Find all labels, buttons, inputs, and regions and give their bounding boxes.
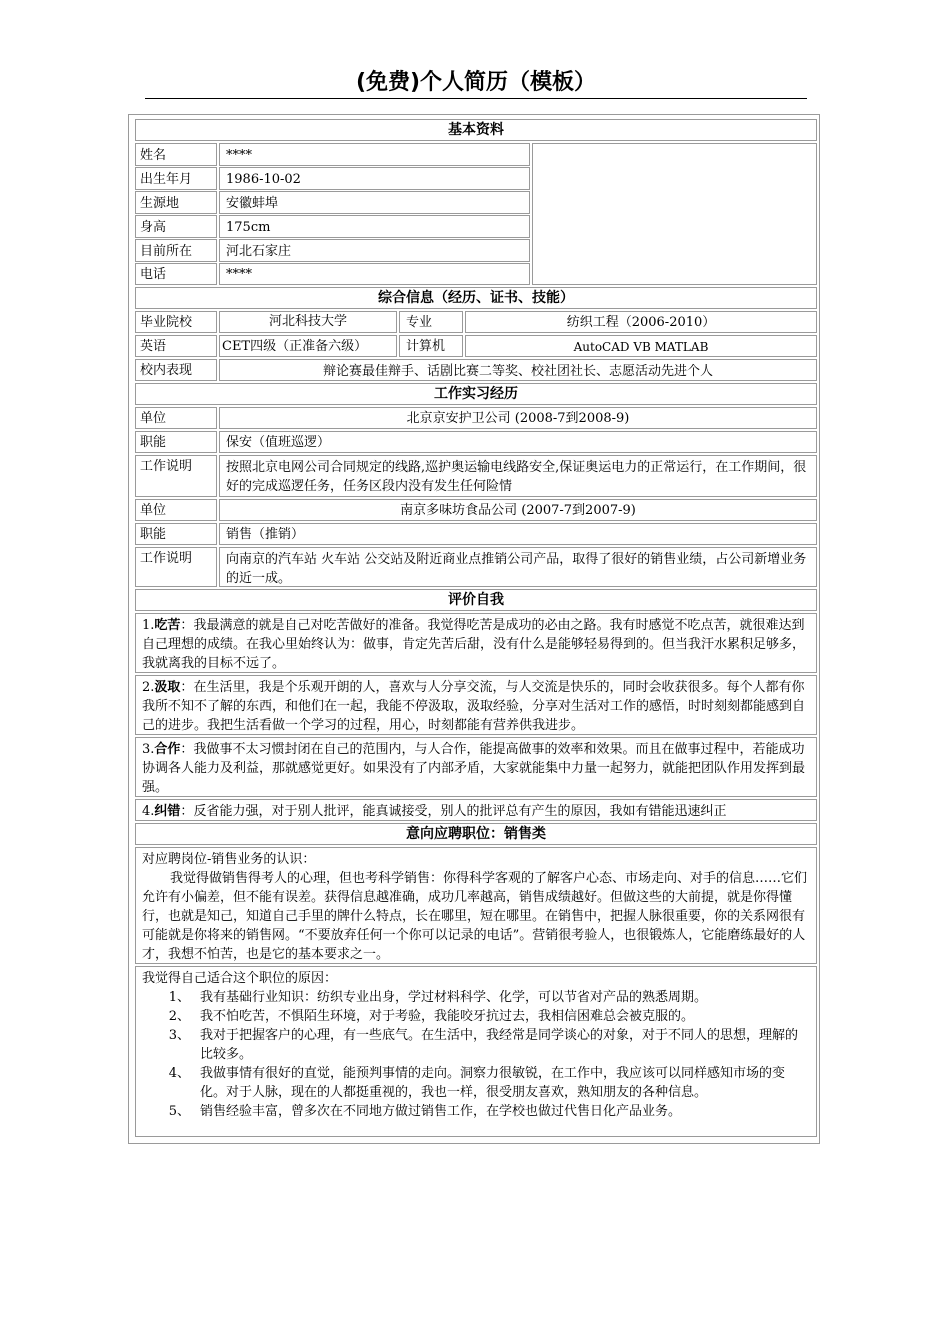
self-item-colon: ： [180, 804, 194, 819]
reason-text: 我有基础行业知识：纺织专业出身，学过材料科学、化学，可以节省对产品的熟悉周期。 [200, 990, 708, 1005]
basic-label-height: 身高 [135, 215, 217, 238]
section-target-header: 意向应聘职位：销售类 [135, 823, 817, 845]
reason-num: 3、 [168, 1028, 190, 1043]
reason-text: 销售经验丰富，曾多次在不同地方做过销售工作，在学校也做过代售日化产品业务。 [200, 1104, 682, 1119]
reason-text: 我做事情有很好的直觉，能预判事情的走向。洞察力很敏锐，在工作中，我应该可以同样感知市场的变化。对于人脉，现在的人都挺重视的，我也一样，很受朋友喜欢，熟知朋友的各种信息。 [200, 1066, 786, 1100]
basic-value-phone: **** [219, 263, 530, 285]
job2-role-label: 职能 [135, 523, 217, 545]
target-reasons-title: 我觉得自己适合这个职位的原因： [142, 971, 338, 986]
reason-num: 1、 [168, 990, 190, 1005]
self-item-key: 吃苦 [154, 618, 181, 633]
self-item-key: 汲取 [154, 680, 181, 695]
reason-item-1 [142, 988, 810, 1007]
title-underline [145, 98, 807, 99]
section-general-header: 综合信息（经历、证书、技能） [135, 287, 817, 309]
general-value-campus: 辩论赛最佳辩手、话剧比赛二等奖、校社团社长、志愿活动先进个人 [219, 359, 817, 381]
general-value-school: 河北科技大学 [219, 311, 397, 333]
section-work-header: 工作实习经历 [135, 383, 817, 405]
job1-desc: 按照北京电网公司合同规定的线路,巡护奥运输电线路安全,保证奥运电力的正常运行，在工作期间，很好的完成巡逻任务，任务区段内没有发生任何险情 [219, 455, 817, 497]
basic-value-birth: 1986-10-02 [219, 167, 530, 190]
general-label-major: 专业 [399, 311, 463, 333]
self-item-colon: ： [180, 680, 194, 695]
self-item-4 [135, 799, 817, 821]
reason-item-3 [142, 1026, 810, 1064]
self-item-text: 我做事不太习惯封闭在自己的范围内，与人合作，能提高做事的效率和效果。而且在做事过程中，若能成功协调各人能力及利益，那就感觉更好。如果没有了内部矛盾，大家就能集中力量一起努力，就能把团队作用发挥到最强。 [142, 742, 806, 795]
self-item-text: 我最满意的就是自己对吃苦做好的准备。我觉得吃苦是成功的必由之路。我有时感觉不吃点苦，就很难达到自己理想的成绩。在我心里始终认为：做事，肯定先苦后甜，没有什么是能够轻易得到的。但当我汗水累积足够多，我就离我的目标不远了。 [142, 618, 806, 671]
basic-value-height: 175cm [219, 215, 530, 238]
self-item-num: 2. [142, 680, 155, 695]
job1-role-label: 职能 [135, 431, 217, 453]
target-reasons [135, 966, 817, 1137]
self-item-colon: ： [180, 618, 194, 633]
job1-unit-label: 单位 [135, 407, 217, 429]
self-item-3 [135, 737, 817, 797]
basic-value-origin: 安徽蚌埠 [219, 191, 530, 214]
section-basic-header: 基本资料 [135, 119, 817, 141]
job2-desc: 向南京的汽车站 火车站 公交站及附近商业点推销公司产品，取得了很好的销售业绩，占公司新增业务的近一成。 [219, 547, 817, 587]
general-label-school: 毕业院校 [135, 311, 217, 333]
general-label-english: 英语 [135, 335, 217, 357]
job1-unit: 北京京安护卫公司 (2008-7到2008-9) [219, 407, 817, 429]
self-item-colon: ： [180, 742, 194, 757]
general-value-computer: AutoCAD VB MATLAB [465, 335, 817, 357]
basic-label-birth: 出生年月 [135, 167, 217, 190]
self-item-key: 合作 [154, 742, 181, 757]
section-self-header: 评价自我 [135, 589, 817, 611]
basic-label-location: 目前所在 [135, 239, 217, 262]
reason-item-2 [142, 1007, 810, 1026]
job1-desc-label: 工作说明 [135, 455, 217, 497]
reason-item-4 [142, 1064, 810, 1102]
self-item-num: 3. [142, 742, 155, 757]
job2-unit-label: 单位 [135, 499, 217, 521]
page-title: (免费)个人简历（模板） [355, 70, 597, 95]
target-intro [135, 847, 817, 964]
reason-num: 4、 [168, 1066, 190, 1081]
general-value-english: CET四级（正准备六级） [219, 335, 397, 357]
self-item-key: 纠错 [154, 804, 181, 819]
job2-unit: 南京多味坊食品公司 (2007-7到2007-9) [219, 499, 817, 521]
reason-num: 2、 [168, 1009, 190, 1024]
general-label-computer: 计算机 [399, 335, 463, 357]
target-intro-text: 我觉得做销售得考人的心理，但也考科学销售：你得科学客观的了解客户心态、市场走向、对手的信息……它们允许有小偏差，但不能有误差。获得信息越准确，成功几率越高，销售成绩越好。但做这些的大前提，就是你得懂行，也就是知己，知道自己手里的牌什么特点，长在哪里，短在哪里。在销售中，把握人脉很重要，你的关系网很有可能就是你将来的销售网。“不要放弃任何一个你可以记录的电话”。营销很考验人，也很锻炼人，它能磨练最好的人才，我想不怕苦，也是它的基本要求之一。 [142, 871, 808, 962]
reason-text: 我对于把握客户的心理，有一些底气。在生活中，我经常是同学谈心的对象，对于不同人的思想，理解的比较多。 [200, 1028, 799, 1062]
self-item-num: 4. [142, 804, 155, 819]
photo-box [532, 143, 817, 285]
reason-item-5 [142, 1102, 810, 1121]
job2-role: 销售（推销） [219, 523, 817, 545]
reason-text: 我不怕吃苦，不惧陌生环境，对于考验，我能咬牙抗过去，我相信困难总会被克服的。 [200, 1009, 695, 1024]
basic-value-name: **** [219, 143, 530, 166]
job2-desc-label: 工作说明 [135, 547, 217, 587]
basic-label-name: 姓名 [135, 143, 217, 166]
general-value-major: 纺织工程（2006-2010） [465, 311, 817, 333]
target-intro-title: 对应聘岗位-销售业务的认识： [142, 852, 316, 867]
self-item-text: 反省能力强，对于别人批评，能真诚接受，别人的批评总有产生的原因，我如有错能迅速纠正 [193, 804, 727, 819]
self-item-1 [135, 613, 817, 673]
self-item-2 [135, 675, 817, 735]
basic-label-origin: 生源地 [135, 191, 217, 214]
job1-role: 保安（值班巡逻） [219, 431, 817, 453]
basic-value-location: 河北石家庄 [219, 239, 530, 262]
self-item-text: 在生活里，我是个乐观开朗的人，喜欢与人分享交流，与人交流是快乐的，同时会收获很多。每个人都有你我所不知不了解的东西，和他们在一起，我能不停汲取，汲取经验，分享对生活对工作的感悟，时时刻刻都能感到自己的进步。我把生活看做一个学习的过程，用心，时刻都能有营养供我进步。 [142, 680, 806, 733]
self-item-num: 1. [142, 618, 155, 633]
basic-label-phone: 电话 [135, 263, 217, 285]
general-label-campus: 校内表现 [135, 359, 217, 381]
reason-num: 5、 [168, 1104, 190, 1119]
